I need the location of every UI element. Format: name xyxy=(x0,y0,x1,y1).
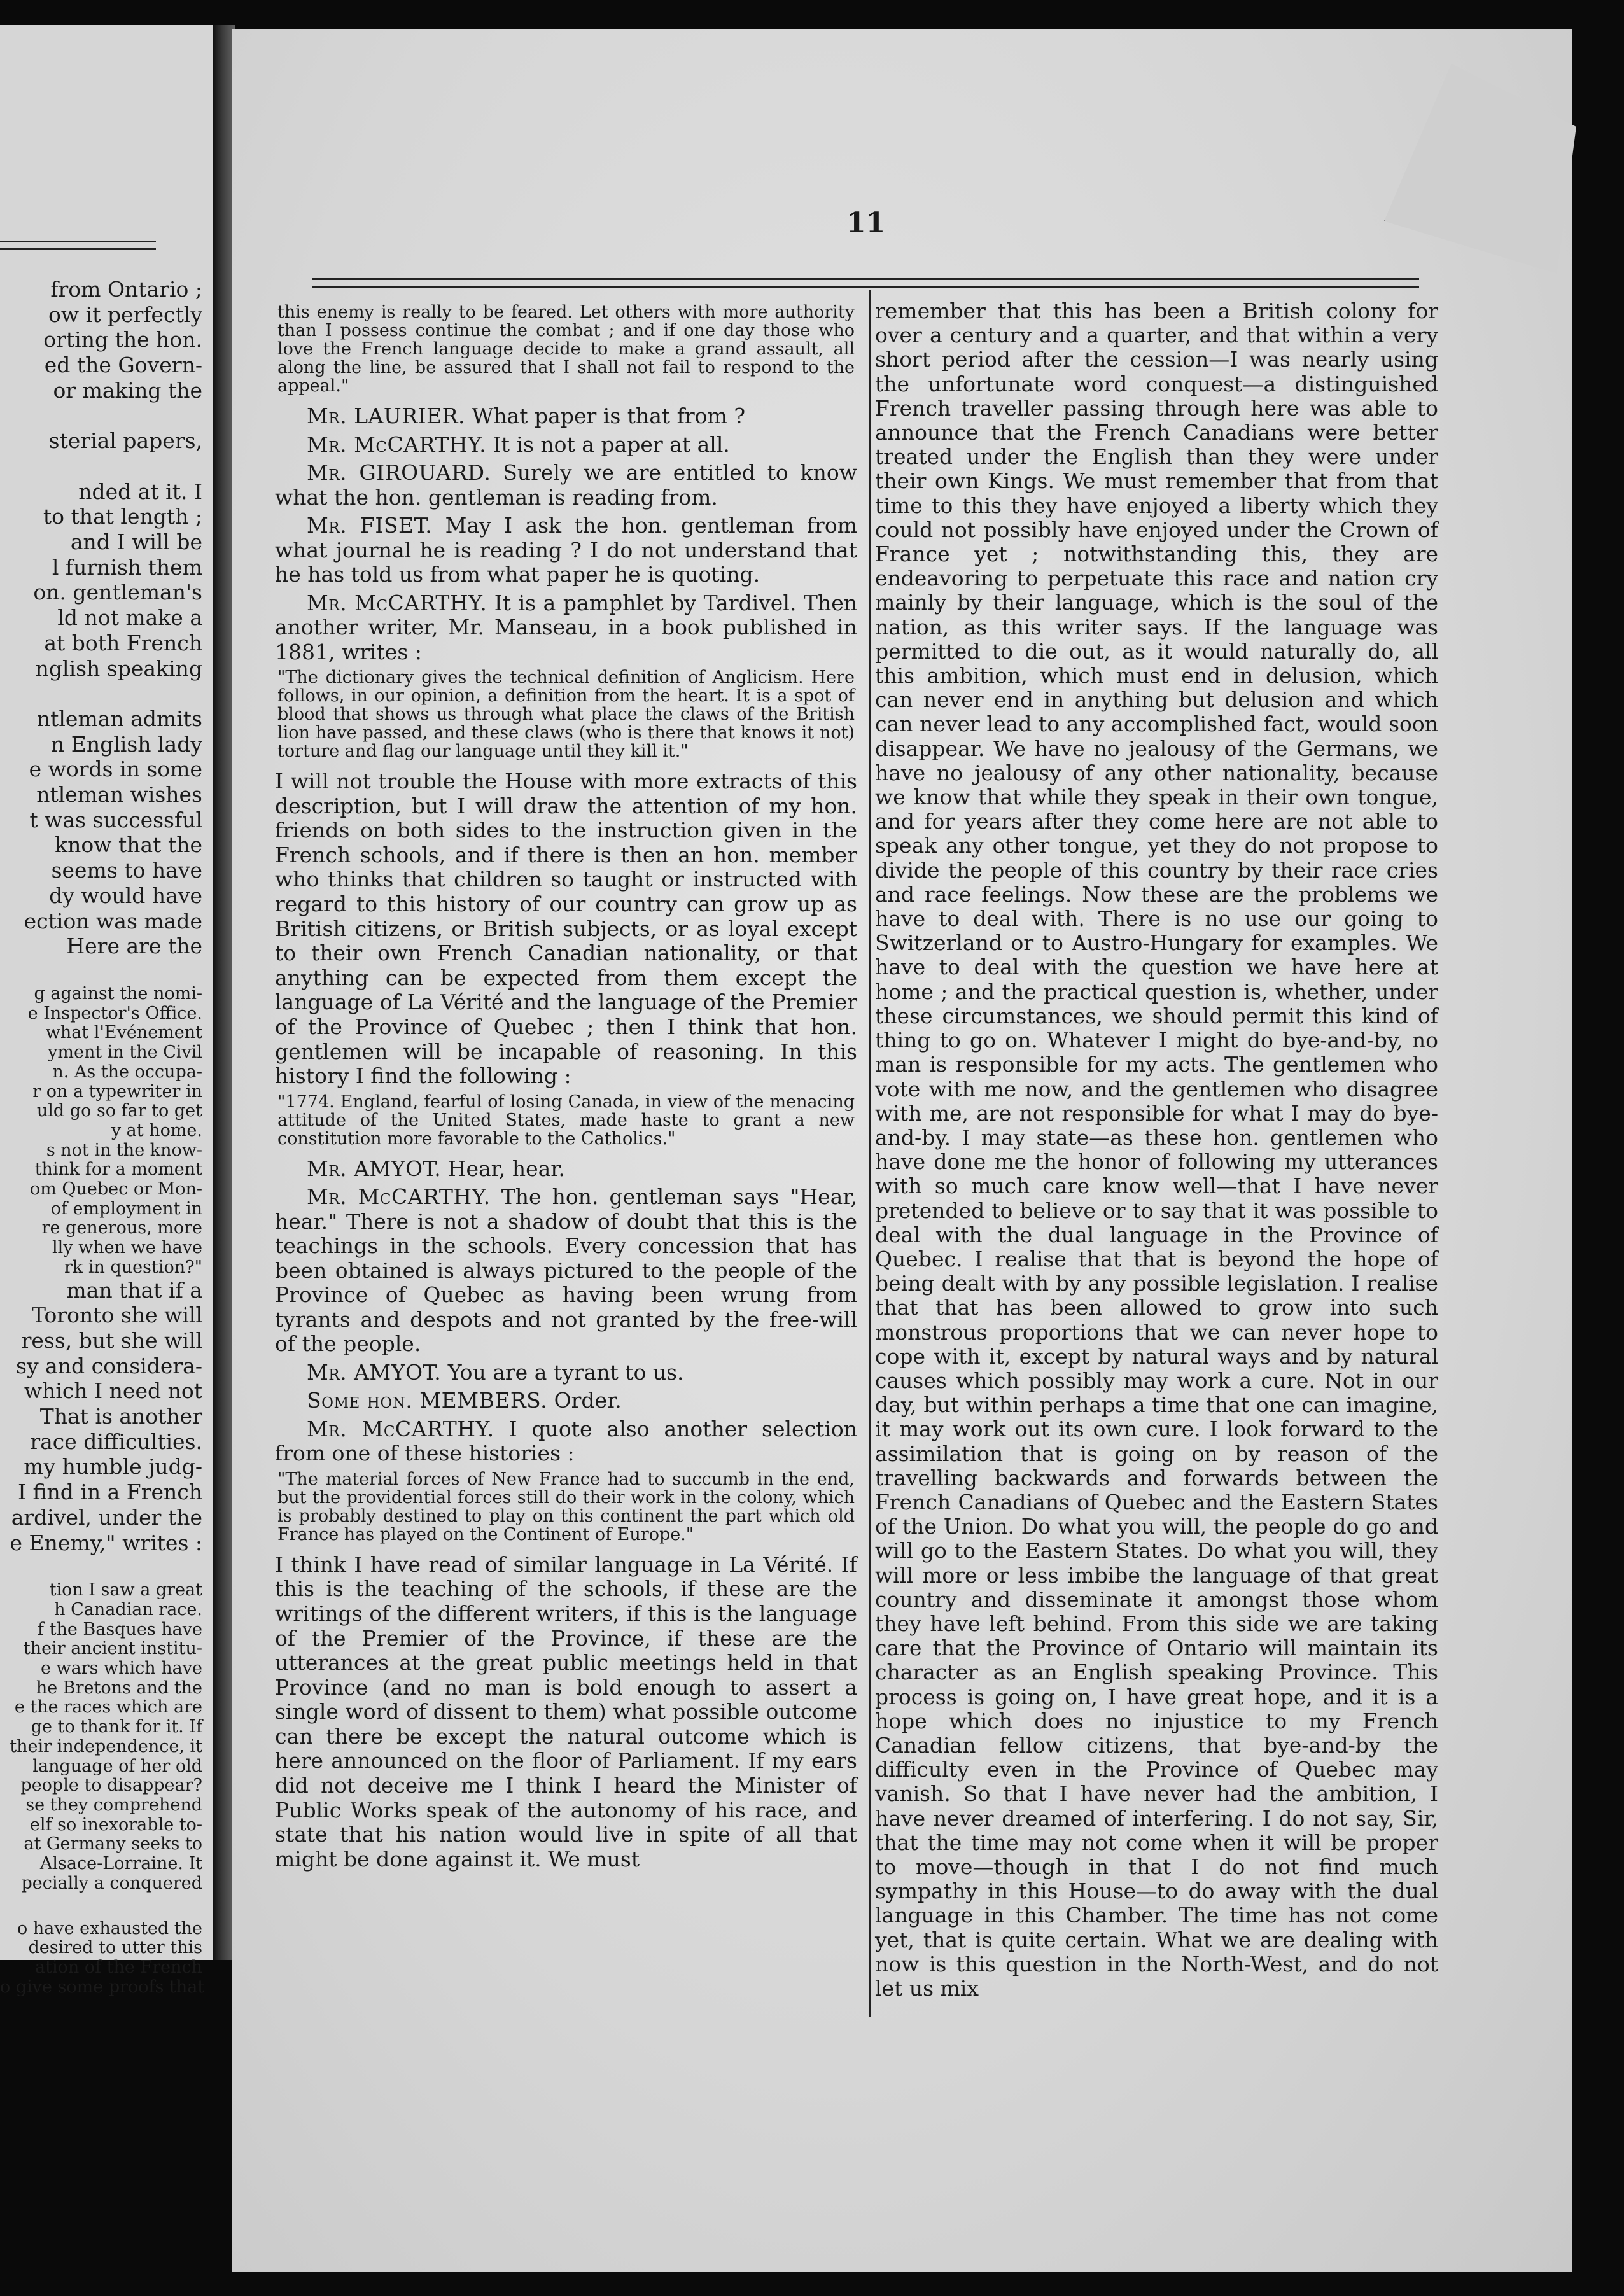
speech-text: You are a tyrant to us. xyxy=(447,1359,684,1385)
left-page-line: ection was made xyxy=(24,908,202,934)
quotation-1774: "1774. England, fearful of losing Canada, in view of the menacing attitude of the United States, made haste to grant a new constitution more favorable to the Catholics." xyxy=(277,1091,855,1149)
left-page-line: f the Basques have xyxy=(38,1619,202,1639)
left-page-line: at both French xyxy=(44,630,202,655)
speech-amyot-2 xyxy=(275,1361,857,1385)
speech-girouard xyxy=(275,461,857,510)
speaker-name: Mr. McCARTHY. xyxy=(307,1416,494,1441)
left-page-line: ntleman admits xyxy=(36,706,202,731)
left-page-line: e wars which have xyxy=(40,1658,202,1679)
left-page-line: pecially a conquered xyxy=(21,1873,202,1893)
left-page-line: e words in some xyxy=(29,757,202,782)
left-page-line: nded at it. I xyxy=(78,479,202,504)
left-page-line: ge to thank for it. If xyxy=(31,1717,202,1737)
left-page-line: e Enemy," writes : xyxy=(10,1530,202,1555)
speech-mccarthy-3 xyxy=(275,1185,857,1357)
left-page-gap xyxy=(0,959,202,984)
left-page-line: to that length ; xyxy=(43,504,202,529)
left-page-line: lly when we have xyxy=(52,1238,202,1258)
page-number: 11 xyxy=(846,207,886,239)
speaker-name: Mr. McCARTHY. xyxy=(307,590,487,615)
left-page-line: sterial papers, xyxy=(48,428,202,454)
right-column xyxy=(875,299,1438,2001)
left-page-line: ntleman wishes xyxy=(36,782,202,808)
speaker-name: Mr. McCARTHY. xyxy=(307,431,487,457)
left-page-line: ress, but she will xyxy=(21,1327,202,1353)
left-page-line: man that if a xyxy=(66,1277,202,1303)
speech-text: May I ask the hon. gentleman from what journal he is reading ? I do not understand that he has told us from what paper he is quoting. xyxy=(275,513,857,587)
speech-text: What paper is that from ? xyxy=(472,403,746,428)
speech-mccarthy-2 xyxy=(275,591,857,665)
header-rule xyxy=(312,286,1419,288)
left-page-line: o give some proofs that xyxy=(0,1977,205,1997)
left-page-line: know that the xyxy=(55,832,202,858)
speaker-name: Mr. LAURIER. xyxy=(307,403,465,428)
left-page-line: on. gentleman's xyxy=(33,580,202,605)
left-page-line: s not in the know- xyxy=(46,1140,202,1160)
left-page-line: he Bretons and the xyxy=(36,1677,202,1698)
left-page-line: race difficulties. xyxy=(30,1429,202,1454)
speech-text: It is not a paper at all. xyxy=(493,431,730,457)
left-page-rule xyxy=(0,248,156,250)
quotation-manseau: "The dictionary gives the technical definition of Anglicism. Here follows, in our opinion, a definition from the heart. It is a spot of blood that shows us through what place the claws of the British lion have passed, and these claws (who is there that knows it not) torture and flag our language until they kill it." xyxy=(277,668,855,761)
left-page-line: orting the hon. xyxy=(43,327,202,353)
paragraph-la-verite: I think I have read of similar language in La Vérité. If this is the teaching of the schools, if these are the writings of the different writers, if this is the language of the Premier of the Province, if these are the utterances at the great public meetings held in that Province (and no man is bold enough to assert a single word of dissent to them) what possible outcome can there be except the natural outcome which is here announced on the floor of Parliament. If my ears did not deceive me I think I heard the Minister of Public Works speak of the autonomy of his race, and state that his nation would live in spite of all that might be done against it. We must xyxy=(275,1551,857,1872)
left-page-line: or making the xyxy=(53,377,202,403)
left-page-line: uld go so far to get xyxy=(36,1101,202,1121)
left-page-line: ardivel, under the xyxy=(11,1504,202,1530)
speaker-name: Some hon. MEMBERS. xyxy=(307,1388,548,1413)
speech-mccarthy-1 xyxy=(275,433,857,458)
speech-text: It is a pamphlet by Tardivel. Then another writer, Mr. Manseau, in a book published in 1881, writes : xyxy=(275,590,857,664)
left-column xyxy=(275,299,857,1872)
left-page-line: sy and considera- xyxy=(16,1353,202,1378)
left-page-line: Alsace-Lorraine. It xyxy=(39,1854,202,1874)
left-page-line: their independence, it xyxy=(10,1736,202,1756)
left-page-rule xyxy=(0,241,156,242)
speaker-name: Mr. AMYOT. xyxy=(307,1156,442,1181)
left-page-line: at Germany seeks to xyxy=(24,1834,202,1854)
left-page-line: ation of the French xyxy=(35,1957,202,1977)
left-page-line: Toronto she will xyxy=(32,1303,202,1328)
left-page-line: n English lady xyxy=(51,731,202,757)
quotation-new-france: "The material forces of New France had to succumb in the end, but the providential forces still do their work in the colony, which is probably destined to play on this continent the part which old France has played on the Continent of Europe." xyxy=(277,1469,855,1544)
left-page-gap xyxy=(0,1894,202,1919)
left-page-line: language of her old xyxy=(32,1756,202,1776)
paragraph-british-colony: remember that this has been a British colony for over a century and a quarter, and that within a very short period after the cession—I was nearly using the unfortunate word conquest—a distinguished French traveller passing through here was able to announce that the French Canadians were better treated under the English than they were under their own Kings. We must remember that from that time to this they have enjoyed a liberty which they could not possibly have enjoyed under the Crown of France yet ; notwithstanding this, they are endeavoring to perpetuate this race and nation cry mainly by their language, which is the soul of the nation, as this writer says. If the language was permitted to die out, as it would naturally do, all this ambition, which must end in delusion, which can never end in anything but delusion and which can never lead to any accomplished fact, would soon disappear. We have no jealousy of the Germans, we have no jealousy of any other nationality, because we know that while they speak in their own tongue, and for years after they come here are not able to speak any other tongue, yet they do not propose to divide the people of this country by their race cries and race feelings. Now these are the problems we have to deal with. There is no use our going to Switzerland or to Austro-Hungary for examples. We have to deal with the question we have here at home ; and the practical question is, whether, under these circumstances, we should permit this kind of thing to go on. Whatever I might do bye-and-by, no man is responsible for my acts. The gentlemen who vote with me now, and the gentlemen who disagree with me, are not responsible for what I may do bye-and-by. I may state—as these hon. gentlemen who have done me the honor of following my utterances with so much care know well—that I have never pretended to believe or to say that it was possible to deal with the dual language in the Province of Quebec. I realise that that is beyond the hope of being dealt with by any possible legislation. I realise that that has been allowed to grow into such monstrous proportions that we can never hope to cope with it, except by natural ways and by natural causes which possibly may work a cure. Not in our day, but within perhaps a time that one can imagine, it may work out its own cure. I look forward to the assimilation that is going on by reason of the travelling backwards and forwards between the French Canadians of Quebec and the Eastern States of the Union. Do what you will, the people do go and will go to the Eastern States. Do what you will, they will more or less imbibe the language of that great country and disseminate it amongst those whom they have left behind. From this side we are taking care that the Province of Ontario will maintain its character as an English speaking Province. This process is going on, I have great hope, and it is a hope which does no injustice to my French Canadian fellow citizens, that bye-and-by the difficulty even in the Province of Quebec may vanish. So that I have never had the ambition, I have never dreamed of interfering. I do not say, Sir, that the time may not come when it will be proper to move—though in that I do not find much sympathy in this House—to do away with the dual language in this Chamber. The time has not come yet, that is quite certain. What we are dealing with now is this question in the North-West, and do not let us mix xyxy=(875,298,1438,2001)
left-page-line: which I need not xyxy=(24,1378,202,1404)
left-page-line: h Canadian race. xyxy=(54,1599,202,1620)
left-page-text-fragments xyxy=(0,277,205,1997)
left-page-line: nglish speaking xyxy=(35,655,202,681)
left-page-line: desired to utter this xyxy=(28,1938,202,1958)
left-page-line: dy would have xyxy=(49,883,202,908)
speech-laurier xyxy=(275,404,857,429)
left-page-line: Here are the xyxy=(66,934,202,959)
speaker-name: Mr. McCARTHY. xyxy=(307,1184,491,1210)
left-page-line: e the races which are xyxy=(14,1697,202,1718)
left-page-line: what l'Evénement xyxy=(45,1023,202,1043)
left-page-line: re generous, more xyxy=(41,1218,202,1238)
speech-text: Surely we are entitled to know what the hon. gentleman is reading from. xyxy=(275,460,857,510)
left-page-line xyxy=(0,681,202,706)
left-page-line: their ancient institu- xyxy=(23,1639,202,1659)
left-page-line: r on a typewriter in xyxy=(32,1081,202,1102)
left-page-line: from Ontario ; xyxy=(50,277,202,302)
quotation-tardivel-end: this enemy is really to be feared. Let others with more authority than I possess continue the combat ; and if one day those who love the French language decide to make a grand assault, all along the line, be assured that I shall not fail to respond to the appeal." xyxy=(277,302,855,396)
left-page-line: t was successful xyxy=(29,807,202,832)
left-page-line: e Inspector's Office. xyxy=(27,1003,202,1023)
speaker-name: Mr. AMYOT. xyxy=(307,1359,442,1385)
left-page-line: se they comprehend xyxy=(25,1795,202,1815)
left-page-line xyxy=(0,454,202,479)
speaker-name: Mr. FISET. xyxy=(307,513,433,538)
speech-members xyxy=(275,1389,857,1413)
left-page-line: rk in question?" xyxy=(64,1257,202,1277)
speech-text: Hear, hear. xyxy=(447,1156,565,1181)
left-page-line: That is another xyxy=(39,1404,202,1429)
left-page-line: think for a moment xyxy=(34,1159,202,1180)
header-rule xyxy=(312,278,1419,280)
left-page-line: tion I saw a great xyxy=(49,1580,202,1600)
left-page-gap xyxy=(0,1555,202,1581)
left-page-line: I find in a French xyxy=(17,1480,202,1505)
paragraph-instruction: I will not trouble the House with more extracts of this description, but I will draw the attention of my hon. friends on both sides to the instruction given in the French schools, and if there is then an hon. member who thinks that children so taught or instructed with regard to this history of our country can grow up as British citizens, or British subjects, or as loyal except to their own French Canadian nationality, or that anything can be expected from them except the language of La Vérité and the language of the Premier of the Province of Quebec ; then I think that hon. gentlemen will be incapable of reasoning. In this history I find the following : xyxy=(275,769,857,1089)
speech-text: The hon. gentleman says "Hear, hear." There is not a shadow of doubt that this is the teachings in the schools. Every concession that has been obtained is always pictured to the people of the Province of Quebec as having been wrung from tyrants and despots and not granted by the free-will of the people. xyxy=(275,1184,857,1357)
speech-fiset xyxy=(275,514,857,587)
left-page-line: people to disappear? xyxy=(20,1775,202,1796)
left-page-line: of employment in xyxy=(50,1198,202,1219)
left-page-line: om Quebec or Mon- xyxy=(29,1179,202,1200)
left-page-line: and I will be xyxy=(70,529,202,555)
speech-text: I quote also another selection from one of these histories : xyxy=(275,1416,857,1466)
speech-amyot-1 xyxy=(275,1157,857,1182)
left-page-line xyxy=(0,403,202,429)
adjacent-left-page xyxy=(0,25,213,1997)
left-page-line: g against the nomi- xyxy=(34,983,202,1004)
column-divider xyxy=(869,290,871,2017)
speaker-name: Mr. GIROUARD. xyxy=(307,460,491,485)
speech-text: Order. xyxy=(554,1388,622,1413)
speech-mccarthy-4 xyxy=(275,1417,857,1466)
left-page-line: ld not make a xyxy=(57,605,202,631)
left-page-line: y at home. xyxy=(111,1120,202,1140)
left-page-line: n. As the occupa- xyxy=(52,1061,202,1082)
left-page-line: yment in the Civil xyxy=(48,1042,202,1063)
left-page-line: elf so inexorable to- xyxy=(29,1814,202,1835)
left-page-line: o have exhausted the xyxy=(17,1918,202,1938)
left-page-line: ow it perfectly xyxy=(48,302,202,327)
left-page-line: my humble judg- xyxy=(24,1454,202,1480)
left-page-line: seems to have xyxy=(51,858,202,883)
left-page-line: l furnish them xyxy=(52,554,202,580)
left-page-line: ed the Govern- xyxy=(44,353,202,378)
